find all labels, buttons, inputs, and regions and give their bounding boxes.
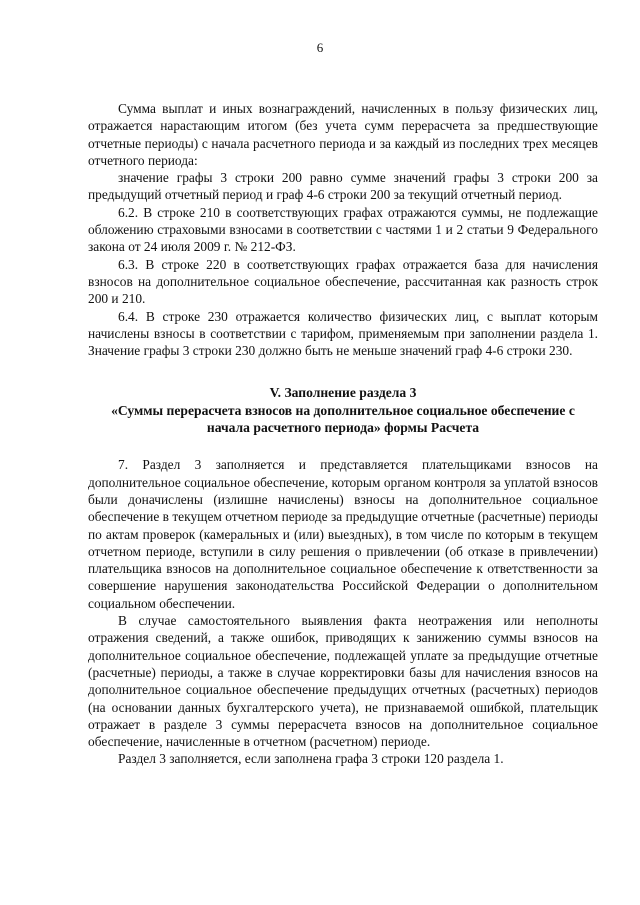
section-heading-line: «Суммы перерасчета взносов на дополнительное социальное обеспечение с xyxy=(111,402,575,418)
paragraph: 6.3. В строке 220 в соответствующих графах отражается база для начисления взносов на дополнительное социальное обеспечение, рассчитанная как разность строк 200 и 210. xyxy=(88,256,598,307)
paragraph: Раздел 3 заполняется, если заполнена графа 3 строки 120 раздела 1. xyxy=(118,751,504,767)
paragraph: Сумма выплат и иных вознаграждений, начисленных в пользу физических лиц, отражается нарастающим итогом (без учета сумм перерасчета за предшествующие отчетные периоды) с начала расчетного периода и за каждый из последних трех месяцев отчетного периода: xyxy=(88,101,598,168)
section-heading-line: V. Заполнение раздела 3 xyxy=(269,385,417,401)
paragraph: 6.4. В строке 230 отражается количество физических лиц, с выплат которым начислены взносы в соответствии с тарифом, применяемым при заполнении раздела 1. Значение графы 3 строки 230 должно быть не меньше значений граф 4-6 строки 230. xyxy=(88,308,598,359)
paragraph: 7. Раздел 3 заполняется и представляется плательщиками взносов на дополнительное социальное обеспечение, которым органом контроля за уплатой взносов были доначислены (излишне начислены) взносы на дополнительное социальное обеспечение в текущем отчетном периоде за предыдущие отчетные (расчетные) периоды по актам проверок (камеральных и (или) выездных), в том числе по которым в текущем отчетном периоде, вступили в силу решения о привлечении (об отказе в привлечении) плательщика взносов на дополнительное социальное обеспечение к ответственности за совершение нарушения законодательства Российской Федерации о дополнительном социальном обеспечении. xyxy=(88,457,598,611)
section-heading xyxy=(88,384,598,436)
section-heading-line: начала расчетного периода» формы Расчета xyxy=(206,420,480,436)
paragraph: В случае самостоятельного выявления факта неотражения или неполноты отражения сведений, а также ошибок, приводящих к занижению суммы взносов на дополнительное социальное обеспечение, подлежащей уплате за предыдущие отчетные (расчетные) периоды, а также в случае корректировки базы для начисления взносов на дополнительное социальное обеспечение предыдущих отчетных (расчетных) периодов (на основании данных бухгалтерского учета), не признаваемой ошибкой, плательщик отражает в разделе 3 суммы перерасчета взносов на дополнительное социальное обеспечение, начисленные в отчетном (расчетном) периоде. xyxy=(88,613,598,750)
document-body xyxy=(88,100,598,768)
paragraph: 6.2. В строке 210 в соответствующих графах отражаются суммы, не подлежащие обложению страховыми взносами в соответствии с частями 1 и 2 статьи 9 Федерального закона от 24 июля 2009 г. № 212-ФЗ. xyxy=(88,204,598,255)
page-number: 6 xyxy=(316,40,324,55)
paragraph: значение графы 3 строки 200 равно сумме значений графы 3 строки 200 за предыдущий отчетный период и граф 4-6 строки 200 за текущий отчетный период. xyxy=(88,170,598,203)
